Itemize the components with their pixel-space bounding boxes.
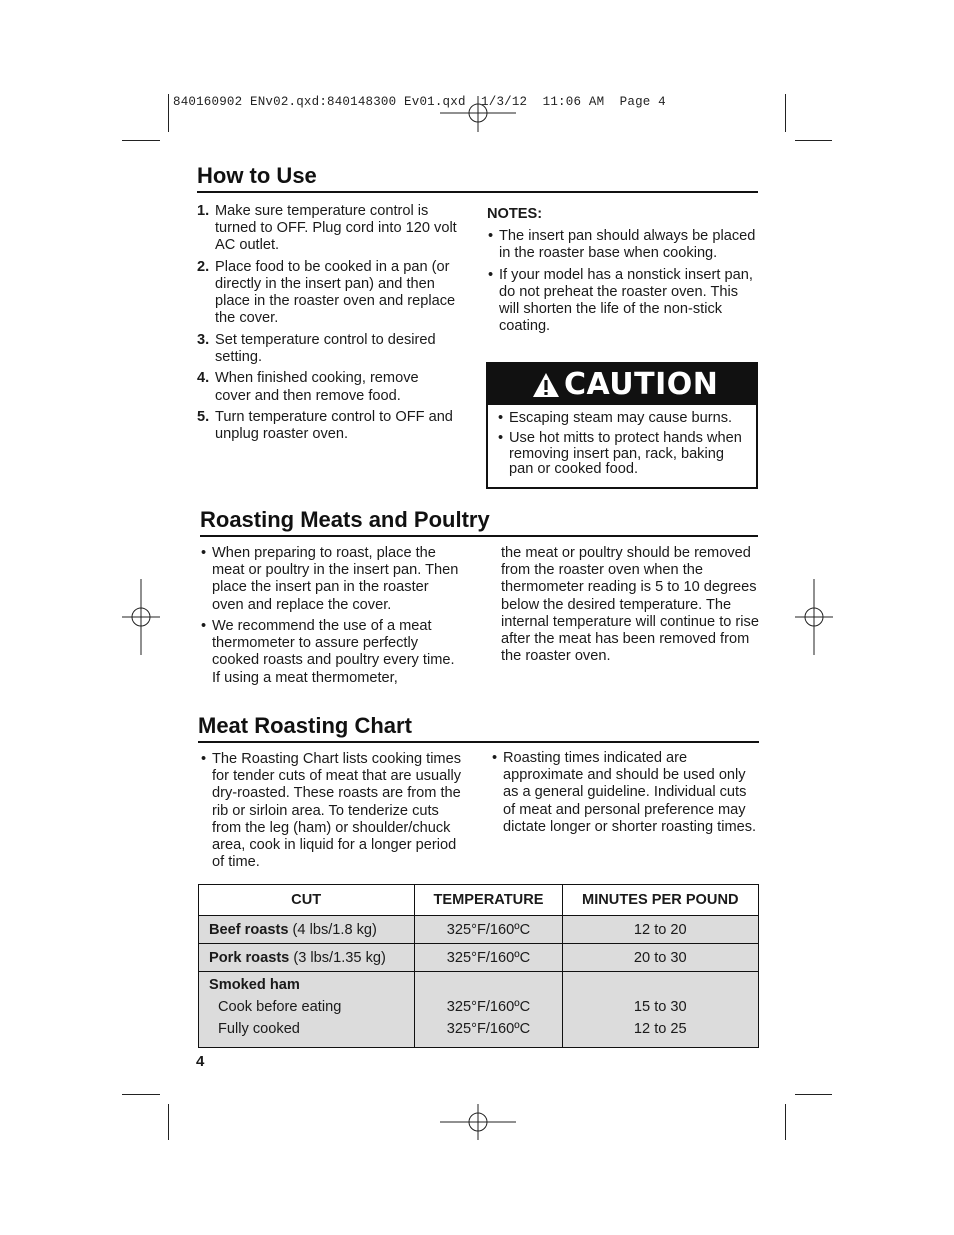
step-2: 2. Place food to be cooked in a pan (or directly in the insert pan) and then place in the roaster oven and replace the cover. xyxy=(197,258,456,327)
chart-rule xyxy=(198,741,759,743)
registration-mark-top xyxy=(440,96,516,136)
chart-right-column xyxy=(492,750,760,840)
roasting-right-column: the meat or poultry should be removed from the roaster oven when the thermometer reading is 5 to 10 degrees below the desired temperature. The internal temperature will continue to rise after the meat has been removed from the roaster oven. xyxy=(501,545,759,665)
step-3: 3. Set temperature control to desired setting. xyxy=(197,331,436,365)
header-temperature: TEMPERATURE xyxy=(415,885,562,916)
notes xyxy=(487,206,757,340)
cell-temperature: 325°F/160ºC 325°F/160ºC xyxy=(415,972,562,1048)
notes-label: NOTES: xyxy=(487,206,543,222)
warning-icon xyxy=(532,372,560,398)
table-row-ham xyxy=(199,972,759,1048)
note-2: • If your model has a nonstick insert pan, do not preheat the roaster oven. This will shorten the life of the non-stick coating. xyxy=(488,267,757,336)
header-minutes: MINUTES PER POUND xyxy=(562,885,758,916)
table-row xyxy=(199,944,759,972)
registration-mark-bottom xyxy=(440,1104,516,1142)
caution-item-1: • Escaping steam may cause burns. xyxy=(498,411,748,427)
how-to-use-title: How to Use xyxy=(197,163,317,188)
roasting-left-column xyxy=(201,545,459,691)
how-to-use-steps xyxy=(197,203,457,448)
how-to-use-rule xyxy=(197,191,758,193)
step-4: 4. When finished cooking, remove cover and then remove food. xyxy=(197,370,419,404)
page-number: 4 xyxy=(196,1053,205,1070)
roasting-rule xyxy=(200,535,758,537)
cell-temperature: 325°F/160ºC xyxy=(415,944,562,972)
cell-temperature: 325°F/160ºC xyxy=(415,916,562,944)
step-5: 5. Turn temperature control to OFF and unplug roaster oven. xyxy=(197,408,453,443)
roasting-title: Roasting Meats and Poultry xyxy=(200,507,490,532)
header-cut: CUT xyxy=(199,885,415,916)
cell-cut: Pork roasts (3 lbs/1.35 kg) xyxy=(199,944,415,972)
note-1: • The insert pan should always be placed in the roaster base when cooking. xyxy=(488,228,757,262)
roasting-bullet-2: • We recommend the use of a meat thermometer to assure perfectly cooked roasts and poultry every time. If using a meat thermometer, xyxy=(201,618,459,687)
caution-item-2: • Use hot mitts to protect hands when removing insert pan, rack, baking pan or cooked food. xyxy=(498,431,748,478)
chart-bullet-left: • The Roasting Chart lists cooking times for tender cuts of meat that are usually dry-roasted. These roasts are from the rib or sirloin area. To tenderize cuts from the leg (ham) or shoulder/chuck area, cook in liquid for a longer period of time. xyxy=(201,751,469,871)
roasting-bullet-1: • When preparing to roast, place the meat or poultry in the insert pan. Then place the insert pan in the roaster oven and replace the cover. xyxy=(201,545,459,614)
cell-minutes: 15 to 30 12 to 25 xyxy=(562,972,758,1048)
cell-minutes: 12 to 20 xyxy=(562,916,758,944)
roasting-chart-table xyxy=(198,884,759,1048)
print-slug: 840160902 ENv02.qxd:840148300 Ev01.qxd 1/3/12 11:06 AM Page 4 xyxy=(173,95,666,109)
registration-mark-right xyxy=(795,579,833,655)
registration-mark-left xyxy=(122,579,160,655)
cell-minutes: 20 to 30 xyxy=(562,944,758,972)
caution-box xyxy=(486,362,758,489)
caution-title: CAUTION xyxy=(564,367,719,402)
caution-header xyxy=(488,364,756,405)
caution-body xyxy=(488,405,756,478)
cell-cut: Beef roasts (4 lbs/1.8 kg) xyxy=(199,916,415,944)
chart-left-column xyxy=(201,751,469,876)
chart-bullet-right: • Roasting times indicated are approximate and should be used only as a general guideline. Individual cuts of meat and personal preference may dictate longer or shorter roasting times. xyxy=(492,750,760,836)
cell-cut: Smoked ham Cook before eating Fully cooked xyxy=(199,972,415,1048)
step-1: 1. Make sure temperature control is turned to OFF. Plug cord into 120 volt AC outlet. xyxy=(197,203,457,254)
table-header-row xyxy=(199,885,759,916)
table-row xyxy=(199,916,759,944)
chart-title: Meat Roasting Chart xyxy=(198,713,412,738)
